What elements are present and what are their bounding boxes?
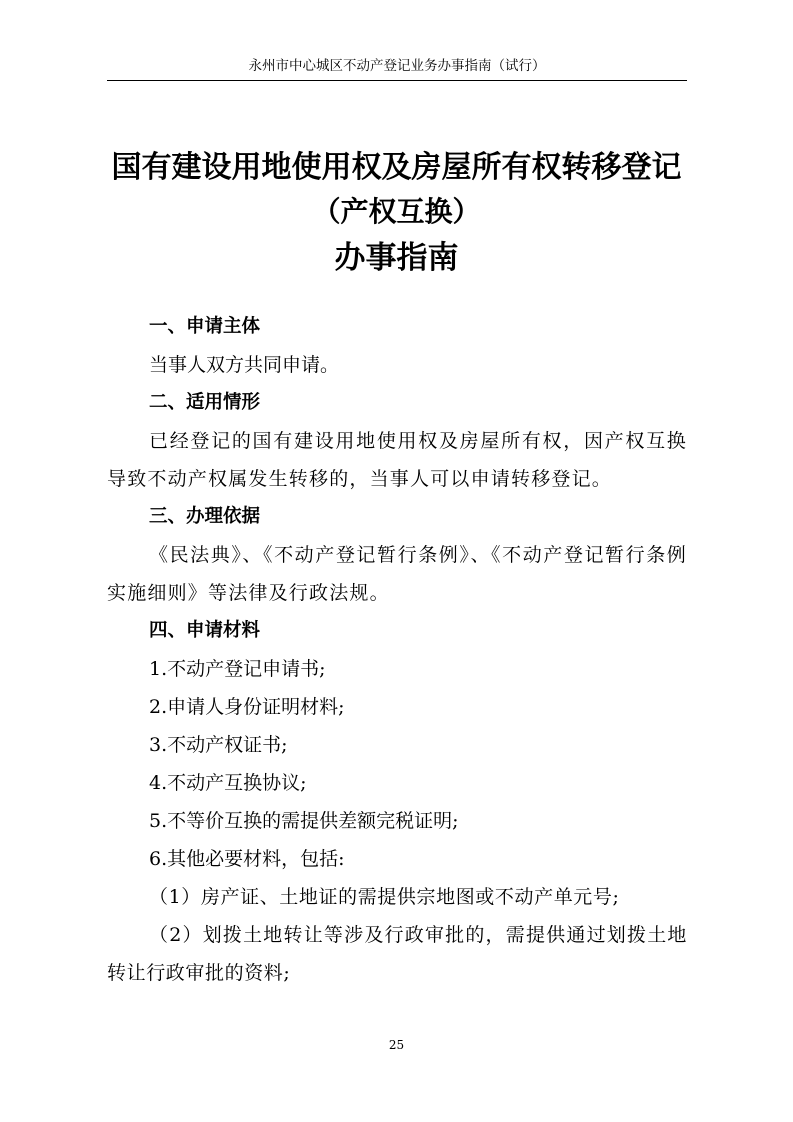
material-item: 1.不动产登记申请书;: [149, 658, 326, 680]
section-heading-applicant: 一、申请主体: [149, 316, 261, 337]
section-text-applicant: 当事人双方共同申请。: [149, 354, 340, 376]
material-item: 6.其他必要材料，包括:: [149, 848, 345, 870]
section-heading-applicable-cases: 二、适用情形: [149, 392, 261, 413]
section-heading-legal-basis: 三、办理依据: [149, 506, 261, 527]
material-item: 5.不等价互换的需提供差额完税证明;: [149, 810, 459, 832]
material-item: 3.不动产权证书;: [149, 734, 288, 756]
title-line-2: （产权互换）: [312, 195, 481, 228]
material-sub-item: （1）房产证、土地证的需提供宗地图或不动产单元号;: [149, 886, 620, 908]
material-item: 4.不动产互换协议;: [149, 772, 307, 794]
material-sub-item: （2）划拨土地转让等涉及行政审批的，需提供通过划拨土地转让行政审批的资料;: [107, 924, 687, 984]
section-text-legal-basis: 《民法典》、《不动产登记暂行条例》、《不动产登记暂行条例实施细则》等法律及行政法规。: [107, 544, 687, 604]
section-heading-materials: 四、申请材料: [149, 620, 261, 641]
page-header: 永州市中心城区不动产登记业务办事指南（试行）: [107, 56, 687, 81]
section-text-applicable-cases: 已经登记的国有建设用地使用权及房屋所有权，因产权互换导致不动产权属发生转移的，当事人可以申请转移登记。: [107, 430, 687, 490]
document-title: [60, 148, 733, 278]
document-body: [107, 308, 687, 992]
page-number: 25: [388, 1038, 405, 1052]
material-item: 2.申请人身份证明材料;: [149, 696, 345, 718]
title-line-3: 办事指南: [334, 240, 459, 276]
title-line-1: 国有建设用地使用权及房屋所有权转移登记: [111, 150, 682, 185]
